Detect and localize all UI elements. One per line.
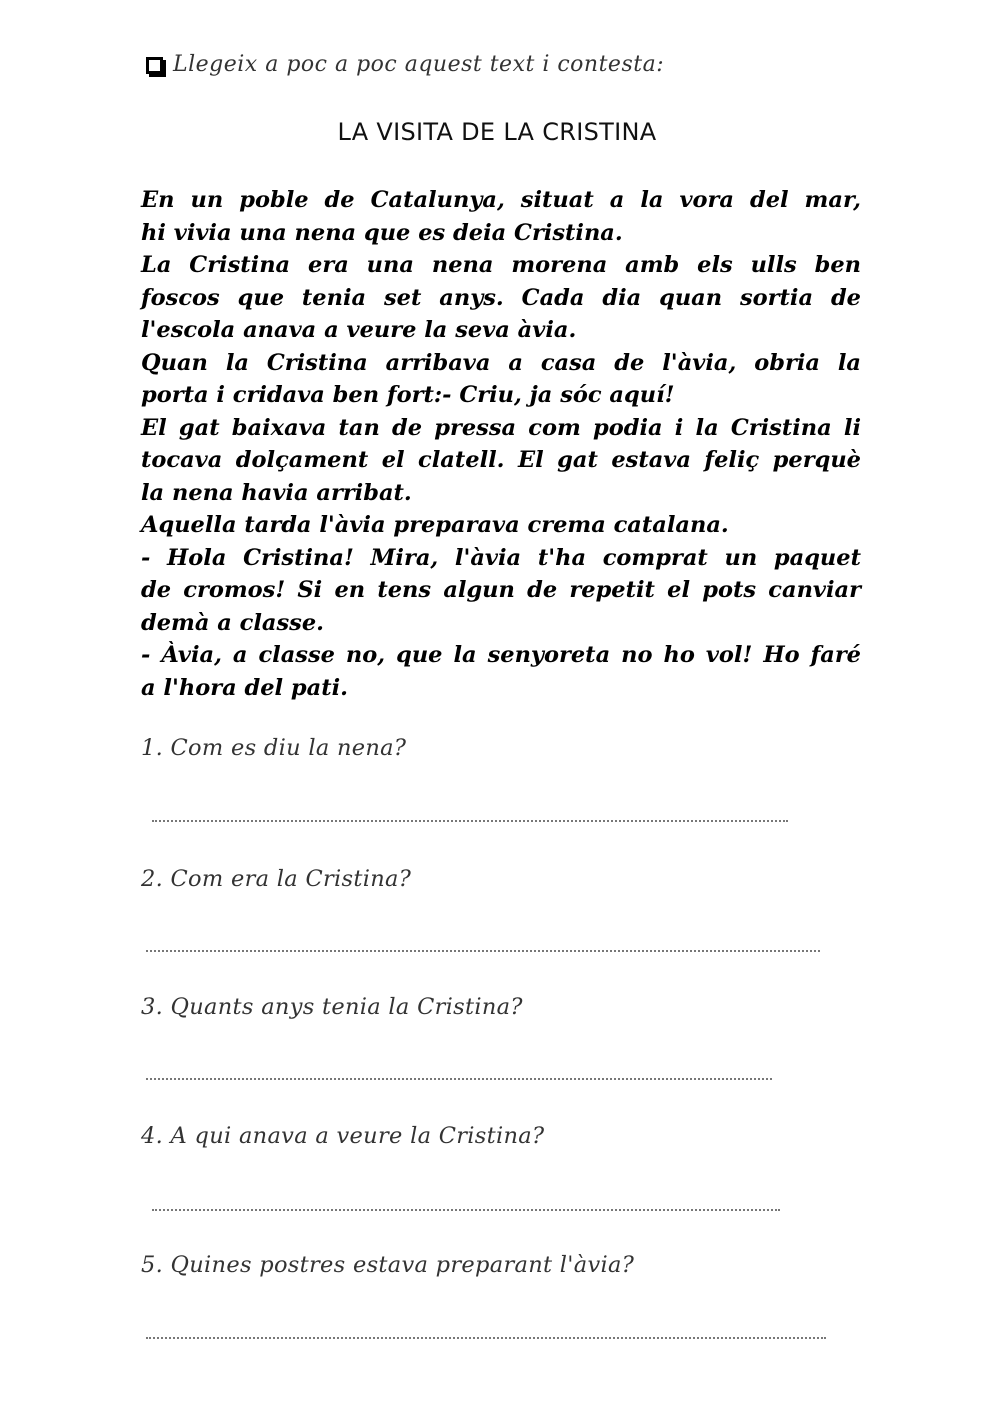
instruction [146,52,664,77]
story-line: porta i cridava ben fort:- Criu, ja sóc aquí! [141,382,675,408]
answer-line-3[interactable] [146,1078,772,1080]
story-line: hi vivia una nena que es deia Cristina. [141,219,623,246]
story-line: l'escola anava a veure la seva àvia. [141,317,577,343]
story-line: En un poble de Catalunya, situat a la vora del mar, [141,187,861,213]
question-5: 5. Quines postres estava preparant l'àvia? [141,1252,635,1278]
answer-line-5[interactable] [146,1337,826,1339]
story-text [141,184,861,704]
answer-line-4[interactable] [152,1209,780,1211]
story-line: de cromos! Si en tens algun de repetit el pots canviar [141,577,861,603]
story-title: LA VISITA DE LA CRISTINA [337,118,657,146]
story-line: Aquella tarda l'àvia preparava crema catalana. [141,512,729,538]
story-line: tocava dolçament el clatell. El gat estava feliç perquè [141,447,861,473]
answer-line-2[interactable] [146,950,820,952]
story-line: foscos que tenia set anys. Cada dia quan sortia de [141,284,861,311]
question-2: 2. Com era la Cristina? [141,866,412,892]
story-line: - Hola Cristina! Mira, l'àvia t'ha comprat un paquet [141,544,861,571]
story-line: La Cristina era una nena morena amb els ulls ben [141,252,861,278]
story-line: El gat baixava tan de pressa com podia i la Cristina li [141,414,861,441]
story-line: la nena havia arribat. [141,479,412,506]
question-4: 4. A qui anava a veure la Cristina? [141,1123,545,1149]
story-line: - Àvia, a classe no, que la senyoreta no ho vol! Ho faré [141,642,861,668]
checkbox-icon [146,57,163,74]
instruction-text: Llegeix a poc a poc aquest text i contesta: [173,52,665,77]
question-1: 1. Com es diu la nena? [141,735,407,761]
story-line: demà a classe. [141,609,324,636]
story-line: a l'hora del pati. [141,674,348,701]
answer-line-1[interactable] [152,820,788,822]
story-line: Quan la Cristina arribava a casa de l'àvia, obria la [141,349,861,376]
question-3: 3. Quants anys tenia la Cristina? [141,994,523,1020]
